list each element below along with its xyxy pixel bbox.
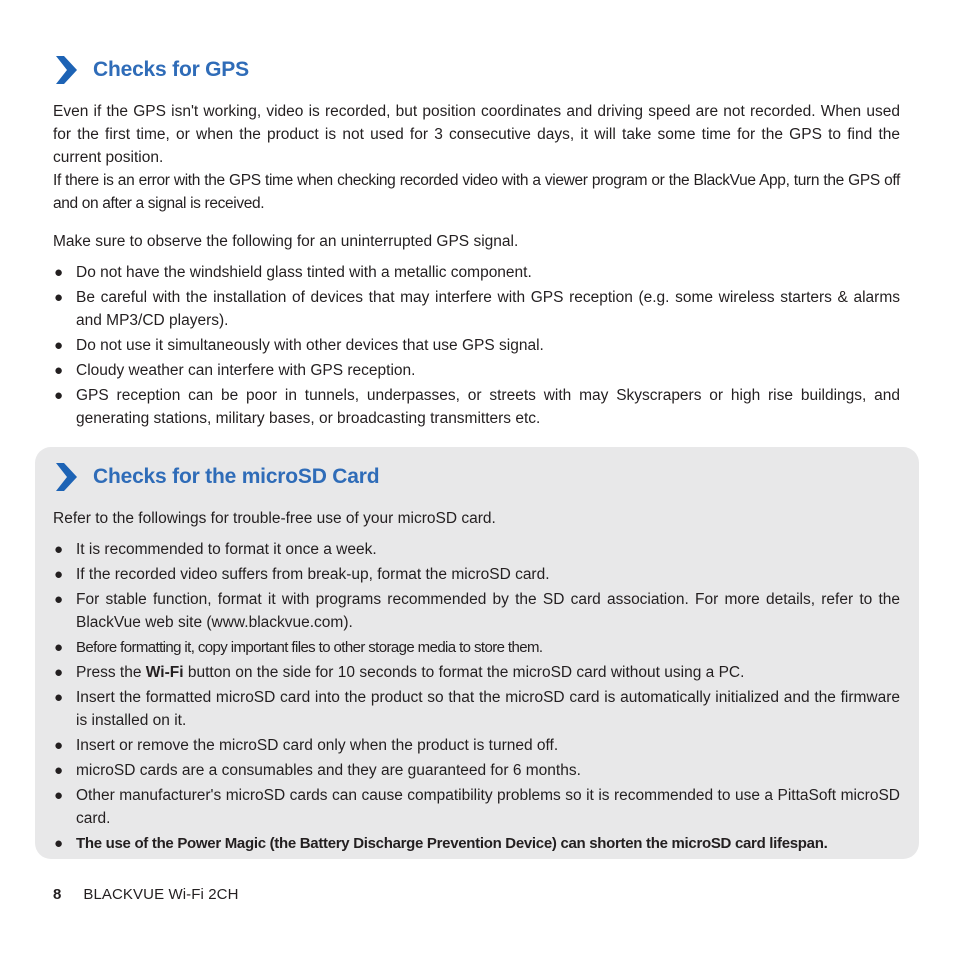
bullet-dot-icon: ●	[54, 264, 64, 281]
bullet-dot-icon: ●	[54, 689, 64, 706]
gps-intro-paragraph-2: If there is an error with the GPS time when checking recorded video with a viewer program or the BlackVue App, turn the GPS off and on after a signal is received.	[53, 172, 900, 212]
bullet-dot-icon: ●	[54, 566, 64, 583]
bullet-dot-icon: ●	[54, 541, 64, 558]
bullet-dot-icon: ●	[54, 835, 63, 852]
list-item: ● Be careful with the installation of devices that may interfere with GPS reception (e.g. some wireless starters & alarms and MP3/CD players).	[53, 286, 900, 332]
gps-bullet-list	[53, 261, 900, 432]
list-item: ● Do not have the windshield glass tinted with a metallic component.	[53, 261, 900, 284]
list-item: ● Insert the formatted microSD card into the product so that the microSD card is automatically initialized and the firmware is installed on it.	[53, 686, 900, 732]
list-item: ● The use of the Power Magic (the Battery Discharge Prevention Device) can shorten the microSD card lifespan.	[53, 832, 900, 855]
bullet-dot-icon: ●	[54, 362, 64, 379]
bullet-dot-icon: ●	[54, 591, 64, 608]
list-item: ● Insert or remove the microSD card only when the product is turned off.	[53, 734, 900, 757]
list-item: ● Other manufacturer's microSD cards can cause compatibility problems so it is recommended to use a PittaSoft microSD card.	[53, 784, 900, 830]
microsd-bullet-list	[53, 538, 900, 857]
bullet-dot-icon: ●	[54, 387, 64, 404]
bullet-dot-icon: ●	[54, 639, 63, 656]
gps-intro-paragraph-1: Even if the GPS isn't working, video is recorded, but position coordinates and driving speed are not recorded. When used for the first time, or when the product is not used for 3 consecutive days, it will take some time for the GPS to find the current position.	[53, 103, 900, 166]
list-item: ● Before formatting it, copy important files to other storage media to store them.	[53, 636, 900, 659]
bullet-dot-icon: ●	[54, 737, 64, 754]
list-item: ● Do not use it simultaneously with other devices that use GPS signal.	[53, 334, 900, 357]
bullet-dot-icon: ●	[54, 787, 64, 804]
list-item: ● Cloudy weather can interfere with GPS reception.	[53, 359, 900, 382]
footer-product-name: BLACKVUE Wi-Fi 2CH	[83, 886, 239, 903]
microsd-section-header	[53, 462, 379, 492]
list-item: ● Press the Wi-Fi button on the side for 10 seconds to format the microSD card without using a PC.	[53, 661, 900, 684]
list-item: ● If the recorded video suffers from break-up, format the microSD card.	[53, 563, 900, 586]
list-item: ● microSD cards are a consumables and they are guaranteed for 6 months.	[53, 759, 900, 782]
bullet-dot-icon: ●	[54, 289, 64, 306]
bullet-dot-icon: ●	[54, 664, 64, 681]
list-item: ● It is recommended to format it once a week.	[53, 538, 900, 561]
page-footer	[53, 886, 239, 903]
gps-lead-text: Make sure to observe the following for an uninterrupted GPS signal.	[53, 233, 519, 250]
chevron-right-icon	[53, 55, 79, 85]
bullet-dot-icon: ●	[54, 762, 64, 779]
list-item: ● For stable function, format it with programs recommended by the SD card association. For more details, refer to the BlackVue web site (www.blackvue.com).	[53, 588, 900, 634]
bullet-dot-icon: ●	[54, 337, 64, 354]
page-number: 8	[53, 886, 62, 903]
microsd-section-title: Checks for the microSD Card	[93, 465, 380, 488]
chevron-right-icon	[53, 462, 79, 492]
gps-section-title: Checks for GPS	[93, 58, 249, 81]
wifi-button-name: Wi-Fi	[145, 664, 184, 681]
gps-section-header	[53, 55, 249, 85]
list-item: ● GPS reception can be poor in tunnels, underpasses, or streets with may Skyscrapers or high rise buildings, and generating stations, military bases, or broadcasting transmitters etc.	[53, 384, 900, 430]
microsd-lead-text: Refer to the followings for trouble-free use of your microSD card.	[53, 510, 496, 527]
